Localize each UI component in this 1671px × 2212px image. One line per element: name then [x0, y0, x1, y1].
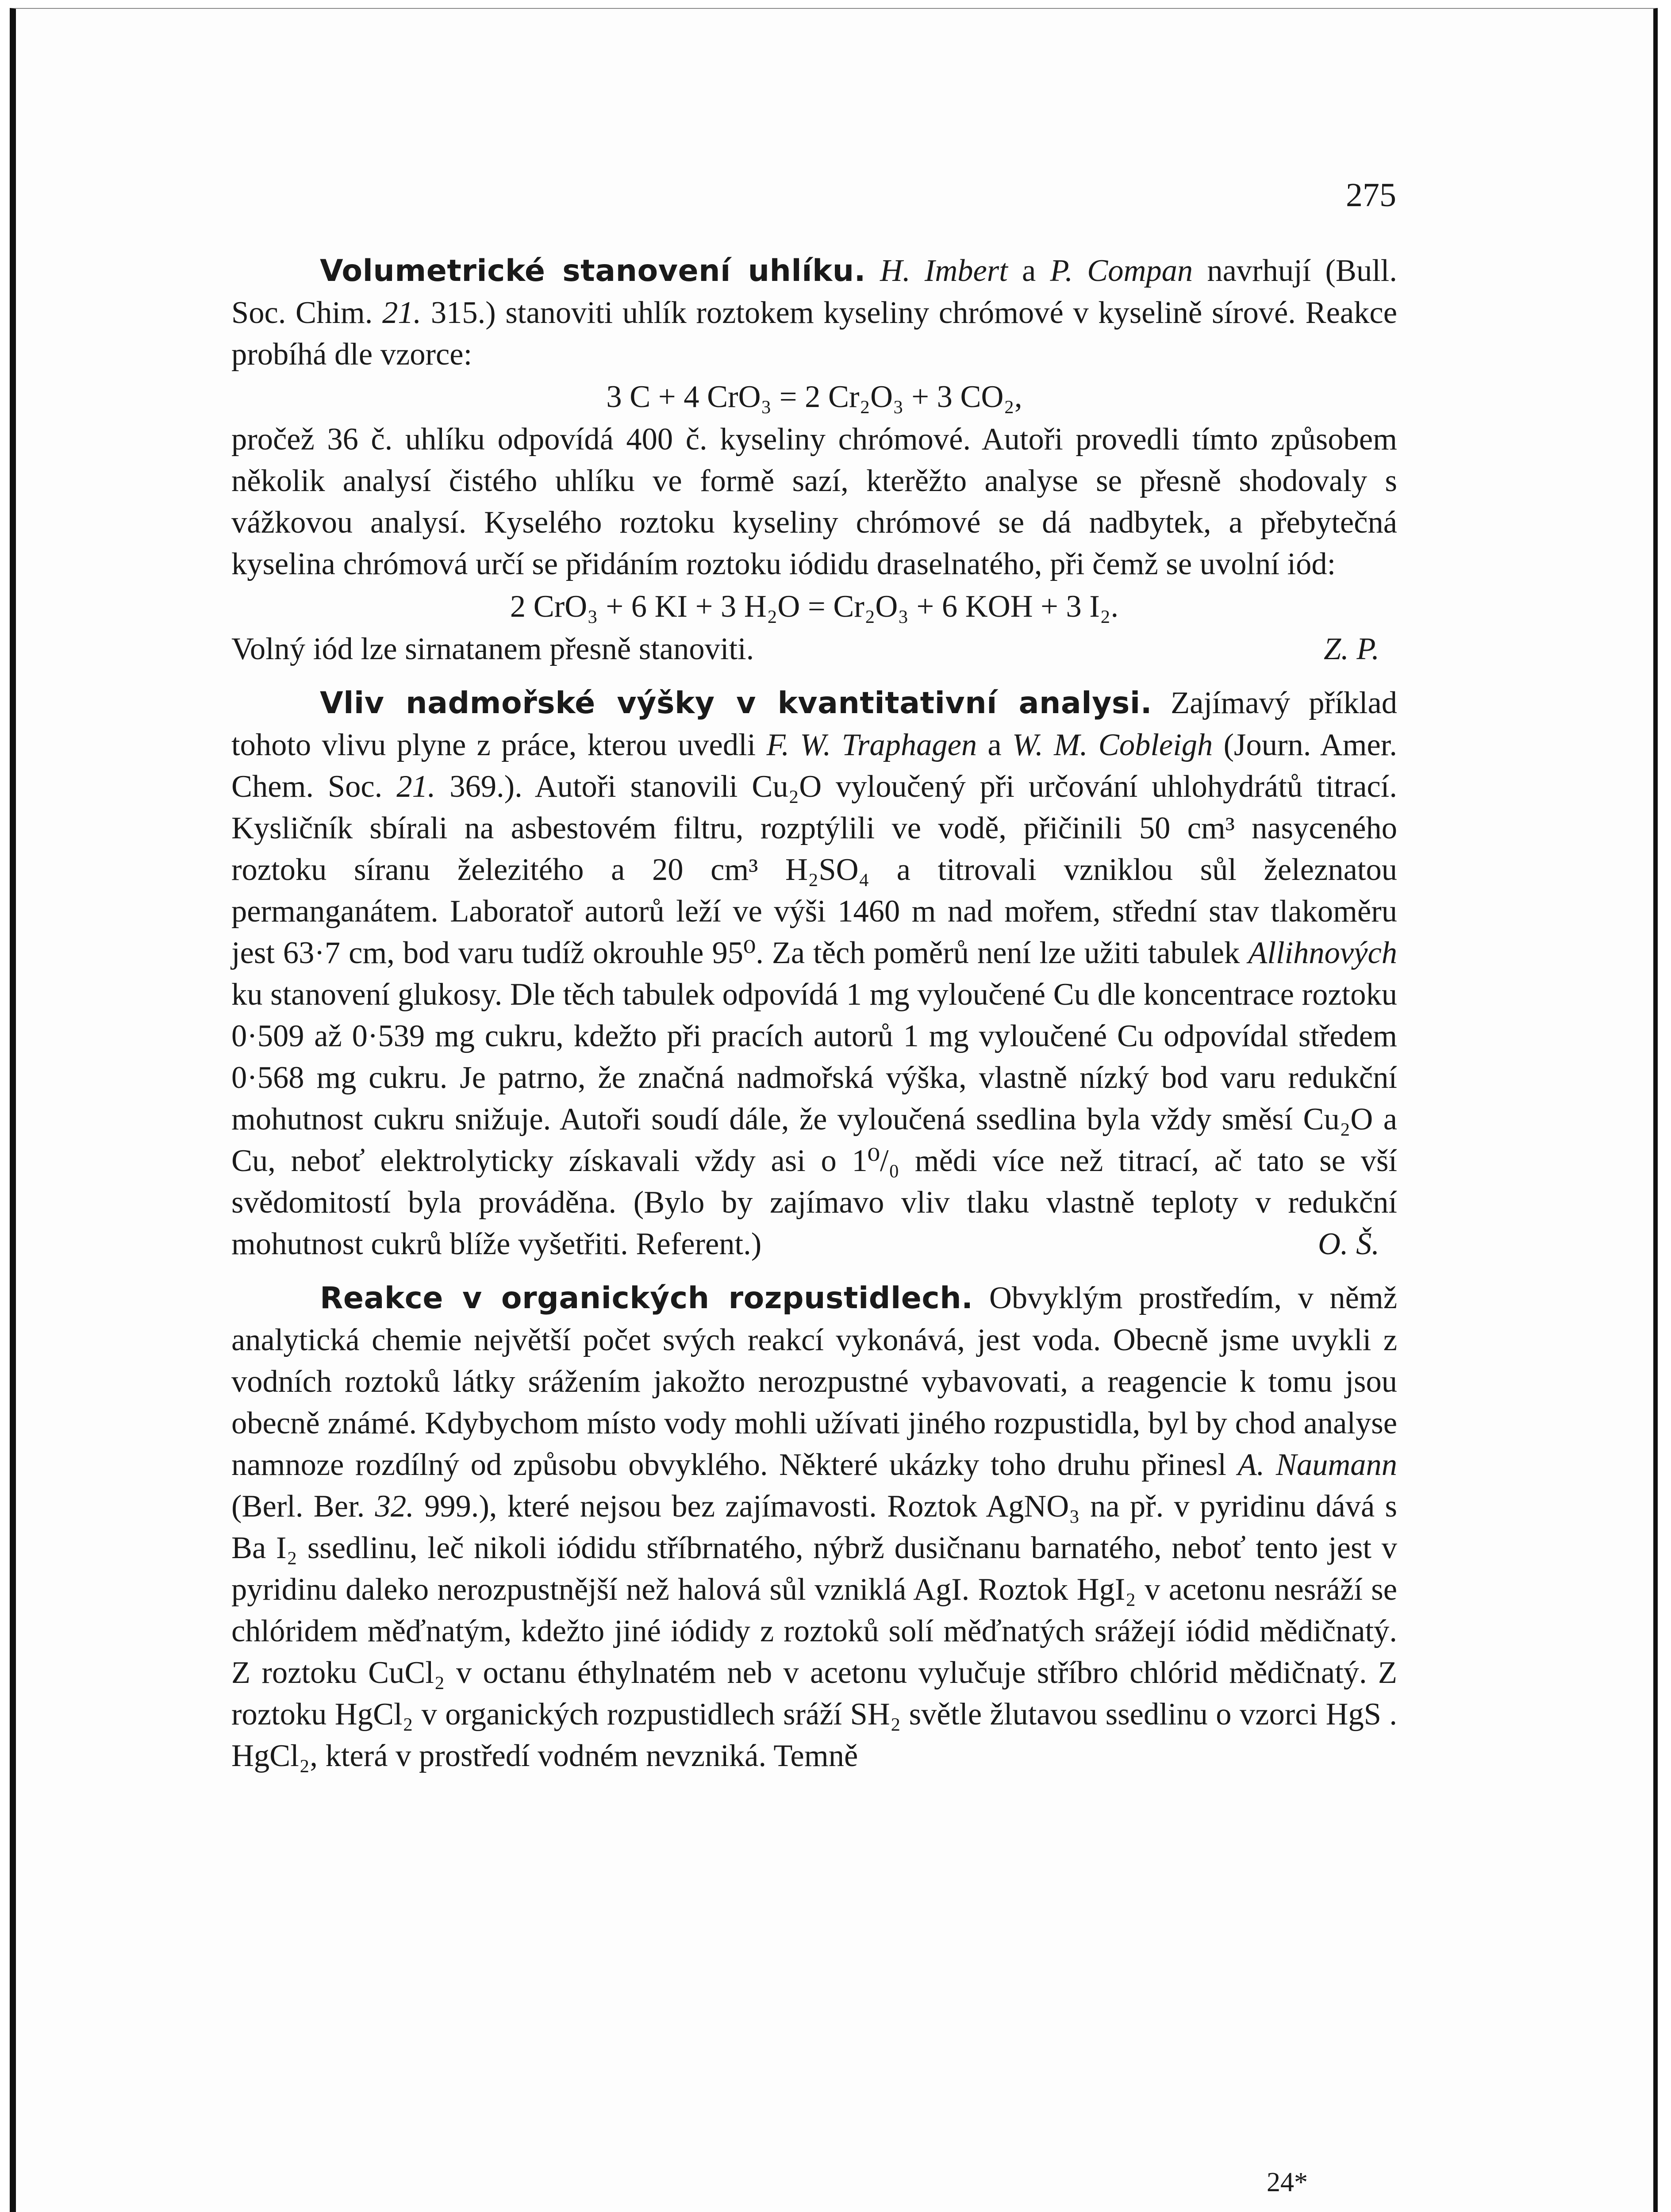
paragraph-text: 369.). Autoři stanovili Cu₂O vyloučený při určování uhlohydrátů titrací. Kysličník sbírali na asbestovém filtru, rozptýlili ve vodě, přičinili 50 cm³ nasyceného roztoku síranu železitého a 20 cm³ H₂SO₄ a titrovali vzniklou sůl železnatou permanganátem. Laboratoř autorů leží ve výši 1460 m nad mořem, střední stav tlakoměru jest 63·7 cm, bod varu tudíž okrouhle 95⁰. Za těch poměrů není lze užiti tabulek	[231, 769, 1397, 970]
paragraph-text: ku stanovení glukosy. Dle těch tabulek odpovídá 1 mg vyloučené Cu dle koncentrace roztoku 0·509 až 0·539 mg cukru, kdežto při pracích autorů 1 mg vyloučené Cu odpovídal středem 0·568 mg cukru. Je patrno, že značná nadmořská výška, vlastně nízký bod varu redukční mohutnost cukru snižuje. Autoři soudí dále, že vyloučená ssedlina byla vždy směsí Cu₂O a Cu, neboť elektrolyticky získavali vždy asi o 1⁰/₀ mědi více než titrací, ač tato se vší svědomitostí byla prováděna. (Bylo by zajímavo vliv tlaku vlastně teploty v redukční mohutnost cukrů blíže vyšetřiti. Referent.)	[231, 977, 1397, 1261]
page-number: 275	[1346, 177, 1396, 214]
paragraph-text: Obvyklým prostředím, v němž analytická chemie největší počet svých reakcí vykonává, jest voda. Obecně jsme uvykli z vodních roztoků látky srážením jakožto nerozpustné vybavovati, a reagencie k tomu jsou obecně známé. Kdybychom místo vody mohli užívati jiného rozpustidla, byl by chod analyse namnoze rozdílný od způsobu obvyklého. Některé ukázky toho druhu přinesl	[231, 1281, 1398, 1482]
equation-carbon-oxidation: 3 C + 4 CrO₃ = 2 Cr₂O₃ + 3 CO₂,	[606, 380, 1022, 414]
paragraph-text: pročež 36 č. uhlíku odpovídá 400 č. kyseliny chrómové. Autoři provedli tímto způsobem několik analysí čistého uhlíku ve formě sazí, kterěžto analyse se přesně shodovaly s vážkovou analysí. Kyselého roztoku kyseliny chrómové se dá nadbytek, a přebytečná kyselina chrómová určí se přidáním roztoku iódidu draselnatého, při čemž se uvolní iód:	[231, 422, 1397, 581]
author-name: F. W. Traphagen	[766, 728, 977, 762]
paragraph-text: Zajímavý příklad tohoto vlivu plyne z práce, kterou uvedli	[231, 686, 1397, 762]
section-heading: Volumetrické stanovení uhlíku.	[320, 253, 866, 288]
volume-number: 21.	[382, 296, 422, 330]
paragraph-text: navrhují (Bull. Soc. Chim.	[231, 253, 1397, 330]
paragraph-text: Volný iód lze sirnatanem přesně stanoviti.	[231, 632, 754, 666]
author-signature: O. Š.	[1318, 1227, 1379, 1261]
author-name: Allihnových	[1248, 936, 1397, 970]
volume-number: 21.	[396, 769, 436, 804]
volume-number: 32.	[375, 1489, 414, 1524]
author-name: H. Imbert	[880, 253, 1008, 288]
paragraph-text: (Berl. Ber.	[231, 1489, 375, 1524]
author-name: A. Naumann	[1237, 1448, 1398, 1482]
author-name: W. M. Cobleigh	[1012, 728, 1213, 762]
conjunction: a	[1007, 253, 1050, 288]
author-name: P. Compan	[1050, 253, 1193, 288]
conjunction: a	[977, 728, 1012, 762]
signature-mark: 24*	[1267, 2167, 1308, 2197]
equation-iodide-reaction: 2 CrO₃ + 6 KI + 3 H₂O = Cr₂O₃ + 6 KOH + 3 I₂.	[510, 589, 1119, 624]
scanned-page	[10, 8, 1658, 2212]
section-volumetric-carbon	[231, 250, 1397, 375]
paragraph-text: (Journ. Amer. Chem. Soc.	[231, 728, 1397, 804]
author-signature: Z. P.	[1323, 632, 1379, 666]
article-body	[231, 250, 1397, 1777]
section-heading: Vliv nadmořské výšky v kvantitativní analysi.	[320, 686, 1152, 721]
paragraph-text: 999.), které nejsou bez zajímavosti. Roztok AgNO₃ na př. v pyridinu dává s Ba I₂ ssedlinu, leč nikoli iódidu stříbrnatého, nýbrž dusičnanu barnatého, neboť tento jest v pyridinu daleko nerozpustnější než halová sůl vzniklá AgI. Roztok HgI₂ v acetonu nesráží se chlóridem měďnatým, kdežto jiné iódidy z roztoků solí měďnatých srážejí iódid mědičnatý. Z roztoku CuCl₂ v octanu éthylnatém neb v acetonu vylučuje stříbro chlórid mědičnatý. Z roztoku HgCl₂ v organických rozpustidlech sráží SH₂ světle žlutavou ssedlinu o vzorci HgS . HgCl₂, která v prostředí vodném nevzniká. Temně	[231, 1489, 1397, 1773]
paragraph-text: 315.) stanoviti uhlík roztokem kyseliny chrómové v kyselině sírové. Reakce probíhá dle vzorce:	[231, 296, 1397, 372]
paragraph-closing	[231, 628, 1397, 670]
section-heading: Reakce v organických rozpustidlech.	[320, 1281, 973, 1316]
section-organic-solvents	[231, 1277, 1397, 1777]
section-altitude-influence	[231, 682, 1397, 1265]
